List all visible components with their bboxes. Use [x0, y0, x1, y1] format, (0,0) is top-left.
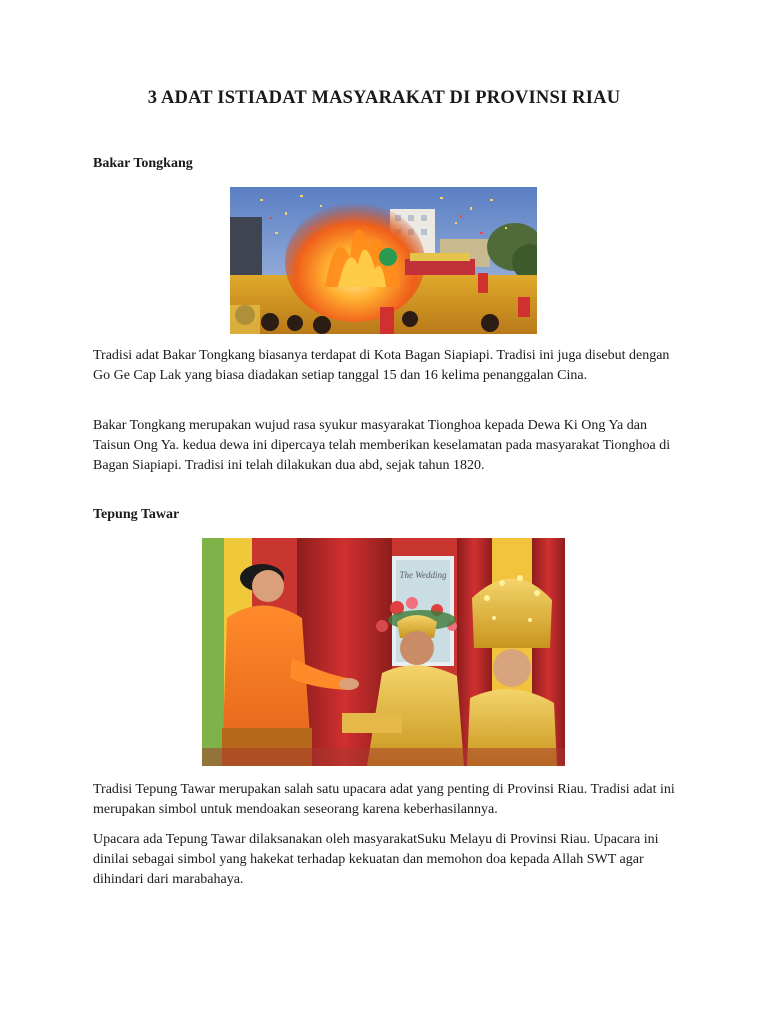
section-heading-tepung-tawar: Tepung Tawar	[93, 507, 180, 522]
page-title: 3 ADAT ISTIADAT MASYARAKAT DI PROVINSI RIAU	[147, 88, 621, 108]
tepung-tawar-paragraph-2: Upacara ada Tepung Tawar dilaksanakan oleh masyarakatSuku Melayu di Provinsi Riau. Upacara ini dinilai sebagai simbol yang hakekat terhadap kekuatan dan memohon doa kepada Allah SWT agar dihindari dari marabahaya.	[93, 832, 659, 887]
bakar-tongkang-paragraph-2: Bakar Tongkang merupakan wujud rasa syukur masyarakat Tionghoa kepada Dewa Ki Ong Ya dan Taisun Ong Ya. kedua dewa ini dipercaya telah memberikan keselamatan pada masyarakat Tionghoa di Bagan Siapiapi. Tradisi ini telah dilakukan dua abd, sejak tahun 1820.	[93, 418, 671, 473]
tepung-tawar-photo	[202, 538, 565, 766]
bakar-tongkang-paragraph-1: Tradisi adat Bakar Tongkang biasanya terdapat di Kota Bagan Siapiapi. Tradisi ini juga disebut dengan Go Ge Cap Lak yang biasa diadakan setiap tanggal 15 dan 16 kelima penanggalan Cina.	[93, 348, 670, 383]
bakar-tongkang-photo	[230, 187, 537, 334]
tepung-tawar-paragraph-1: Tradisi Tepung Tawar merupakan salah satu upacara adat yang penting di Provinsi Riau. Tradisi adat ini merupakan simbol untuk mendoakan seseorang karena keberhasilannya.	[93, 782, 675, 817]
section-heading-bakar-tongkang: Bakar Tongkang	[93, 156, 193, 171]
banner-text: The Wedding	[399, 570, 447, 580]
